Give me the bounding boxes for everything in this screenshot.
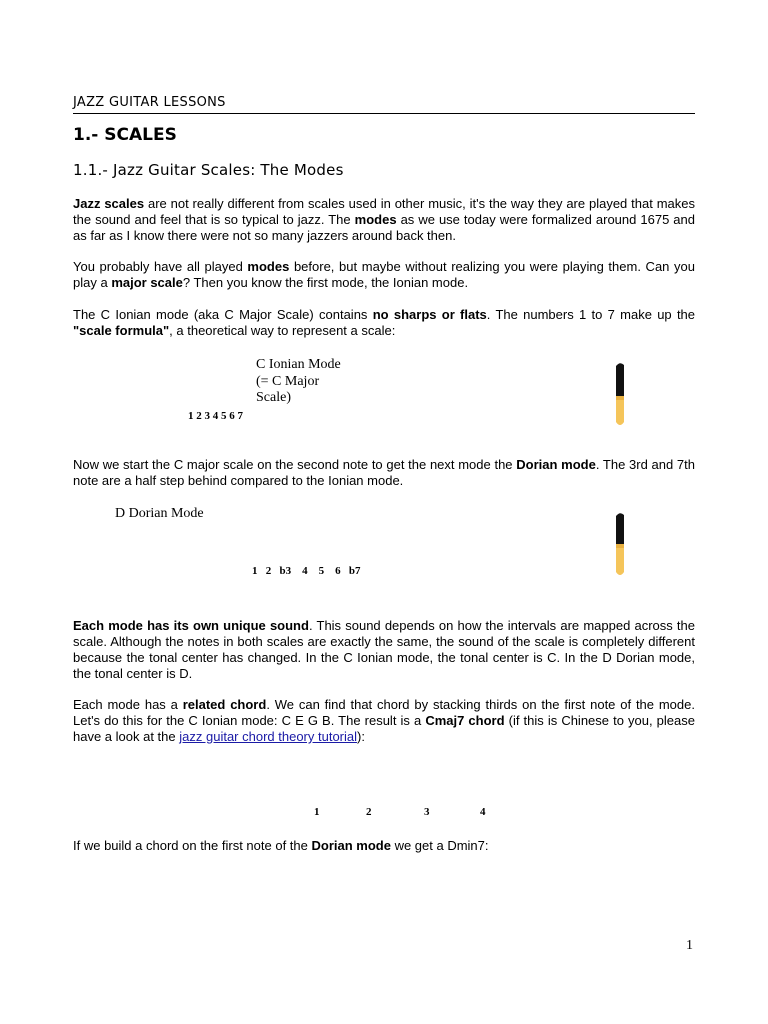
paragraph-intro: Jazz scales are not really different from scales used in other music, it's the way they are played that makes the sound and feel that is so typical to jazz. The modes as we use today were formalized around 1675 and as far as I know there were not so many jazzers around back then. bbox=[73, 196, 695, 243]
dorian-mode-label: D Dorian Mode bbox=[115, 506, 204, 521]
bold-term: Dorian mode bbox=[311, 838, 391, 853]
chord-theory-link[interactable]: jazz guitar chord theory tutorial bbox=[179, 729, 358, 744]
page-number: 1 bbox=[686, 938, 693, 953]
guitar-neck-image bbox=[613, 362, 625, 428]
chord-number: 4 bbox=[480, 806, 486, 818]
chord-number: 1 bbox=[314, 806, 320, 818]
bold-term: Cmaj7 chord bbox=[425, 713, 505, 728]
ionian-scale-numbers: 1 2 3 4 5 6 7 bbox=[188, 410, 243, 422]
subsection-title: 1.1.- Jazz Guitar Scales: The Modes bbox=[73, 161, 344, 179]
paragraph-scale-formula: The C Ionian mode (aka C Major Scale) contains no sharps or flats. The numbers 1 to 7 make up the "scale formula", a theoretical way to represent a scale: bbox=[73, 307, 696, 338]
running-header: JAZZ GUITAR LESSONS bbox=[73, 95, 695, 114]
guitar-neck-image bbox=[613, 512, 625, 578]
paragraph-dmin7: If we build a chord on the first note of the Dorian mode we get a Dmin7: bbox=[73, 838, 489, 853]
bold-term: Dorian mode bbox=[516, 457, 596, 472]
bold-term: Jazz scales bbox=[73, 196, 145, 211]
chord-number: 2 bbox=[366, 806, 372, 818]
dorian-scale-numbers: 1 2 b3 4 5 6 b7 bbox=[252, 565, 361, 577]
bold-term: Each mode has its own unique sound bbox=[73, 618, 309, 633]
paragraph-modes: You probably have all played modes before, but maybe without realizing you were playing them. Can you play a major scale? Then you know the first mode, the Ionian mode. bbox=[73, 259, 695, 290]
bold-term: related chord bbox=[182, 697, 267, 712]
paragraph-related-chord: Each mode has a related chord. We can find that chord by stacking thirds on the first note of the mode. Let's do this for the C Ionian mode: C E G B. The result is a Cmaj7 chord (if this is Chinese to you, please have a look at the jazz guitar chord theory tutorial): bbox=[73, 697, 695, 744]
bold-term: "scale formula" bbox=[73, 323, 170, 338]
bold-term: no sharps or flats bbox=[372, 307, 487, 322]
bold-term: modes bbox=[354, 212, 397, 227]
bold-term: major scale bbox=[111, 275, 183, 290]
chord-number: 3 bbox=[424, 806, 430, 818]
paragraph-unique-sound: Each mode has its own unique sound. This sound depends on how the intervals are mapped across the scale. Although the notes in both scales are exactly the same, the sound of the scale is completely different because the tonal center has changed. In the C Ionian mode, the tonal center is C. In the D Dorian mode, the tonal center is D. bbox=[73, 618, 696, 681]
paragraph-dorian: Now we start the C major scale on the second note to get the next mode the Dorian mode. The 3rd and 7th note are a half step behind compared to the Ionian mode. bbox=[73, 457, 695, 488]
bold-term: modes bbox=[247, 259, 290, 274]
section-title: 1.- SCALES bbox=[73, 125, 177, 145]
ionian-mode-label: C Ionian Mode (= C Major Scale) bbox=[256, 357, 341, 405]
